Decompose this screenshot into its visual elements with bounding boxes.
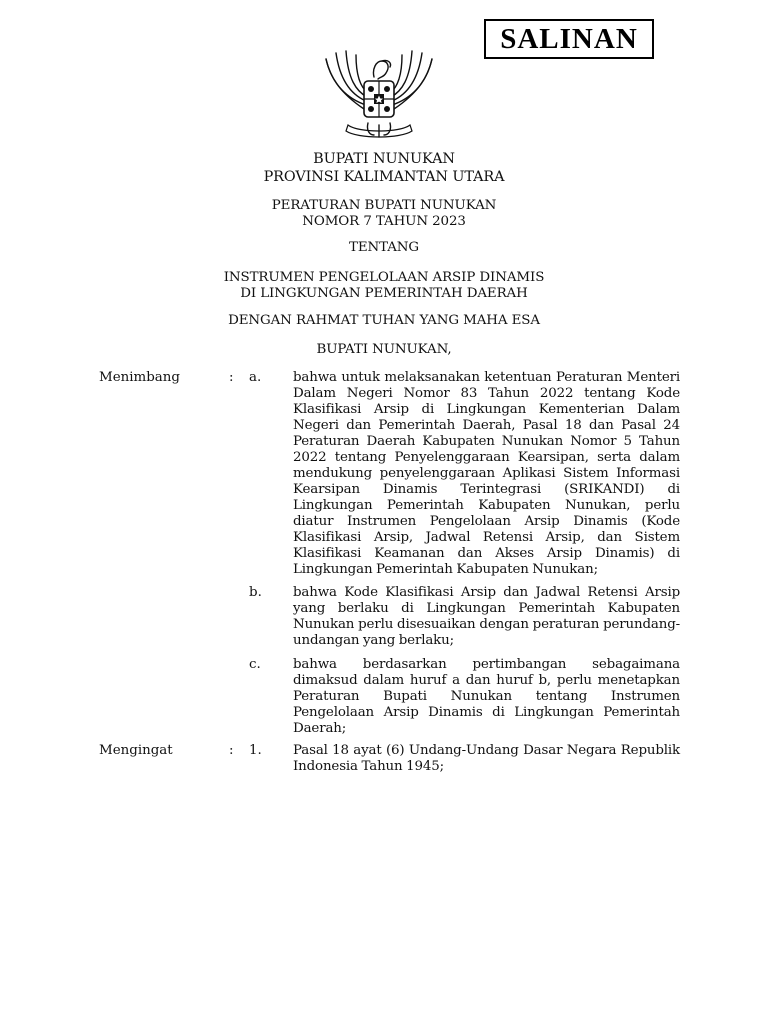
about-heading: TENTANG xyxy=(348,240,419,255)
section-colon: : xyxy=(229,370,234,385)
section-label-menimbang: Menimbang xyxy=(99,370,180,385)
issuer-name: BUPATI NUNUKAN, xyxy=(316,342,452,357)
section-colon: : xyxy=(229,743,234,758)
subject-line-1: INSTRUMEN PENGELOLAAN ARSIP DINAMIS xyxy=(223,270,545,285)
garuda-emblem-icon xyxy=(318,47,440,145)
regulation-number: NOMOR 7 TAHUN 2023 xyxy=(302,214,466,229)
regulation-title: PERATURAN BUPATI NUNUKAN xyxy=(271,198,497,213)
issuer-header xyxy=(0,150,768,186)
consideration-b: bahwa Kode Klasifikasi Arsip dan Jadwal Retensi Arsip yang berlaku di Lingkungan Pemerintah Kabupaten Nunukan perlu disesuaikan dengan peraturan perundang-undangan yang berlaku; xyxy=(293,585,680,648)
salinan-stamp: SALINAN xyxy=(484,19,654,59)
item-marker: 1. xyxy=(249,743,262,758)
header-title: BUPATI NUNUKAN xyxy=(313,151,455,167)
item-marker: a. xyxy=(249,370,262,385)
item-marker: c. xyxy=(249,657,261,672)
invocation: DENGAN RAHMAT TUHAN YANG MAHA ESA xyxy=(228,313,540,328)
item-marker: b. xyxy=(249,585,262,600)
subject-heading xyxy=(0,270,768,302)
regulation-heading xyxy=(0,198,768,230)
consideration-c: bahwa berdasarkan pertimbangan sebagaimana dimaksud dalam huruf a dan huruf b, perlu menetapkan Peraturan Bupati Nunukan tentang Instrumen Pengelolaan Arsip Dinamis di Lingkungan Pemerintah Daerah; xyxy=(293,657,680,736)
consideration-a: bahwa untuk melaksanakan ketentuan Peraturan Menteri Dalam Negeri Nomor 83 Tahun 2022 tentang Kode Klasifikasi Arsip di Lingkungan Kementerian Dalam Negeri dan Pemerintah Daerah, Pasal 18 dan Pasal 24 Peraturan Daerah Kabupaten Nunukan Nomor 5 Tahun 2022 tentang Penyelenggaraan Kearsipan, serta dalam mendukung penyelenggaraan Aplikasi Sistem Informasi Kearsipan Dinamis Terintegrasi (SRIKANDI) di Lingkungan Pemerintah Kabupaten Nunukan, perlu diatur Instrumen Pengelolaan Arsip Dinamis (Kode Klasifikasi Arsip, Jadwal Retensi Arsip, dan Sistem Klasifikasi Keamanan dan Akses Arsip Dinamis) di Lingkungan Pemerintah Kabupaten Nunukan; xyxy=(293,370,680,577)
subject-line-2: DI LINGKUNGAN PEMERINTAH DAERAH xyxy=(240,286,528,301)
header-province: PROVINSI KALIMANTAN UTARA xyxy=(263,169,505,185)
legal-basis-1: Pasal 18 ayat (6) Undang-Undang Dasar Negara Republik Indonesia Tahun 1945; xyxy=(293,743,680,774)
section-label-mengingat: Mengingat xyxy=(99,743,173,758)
